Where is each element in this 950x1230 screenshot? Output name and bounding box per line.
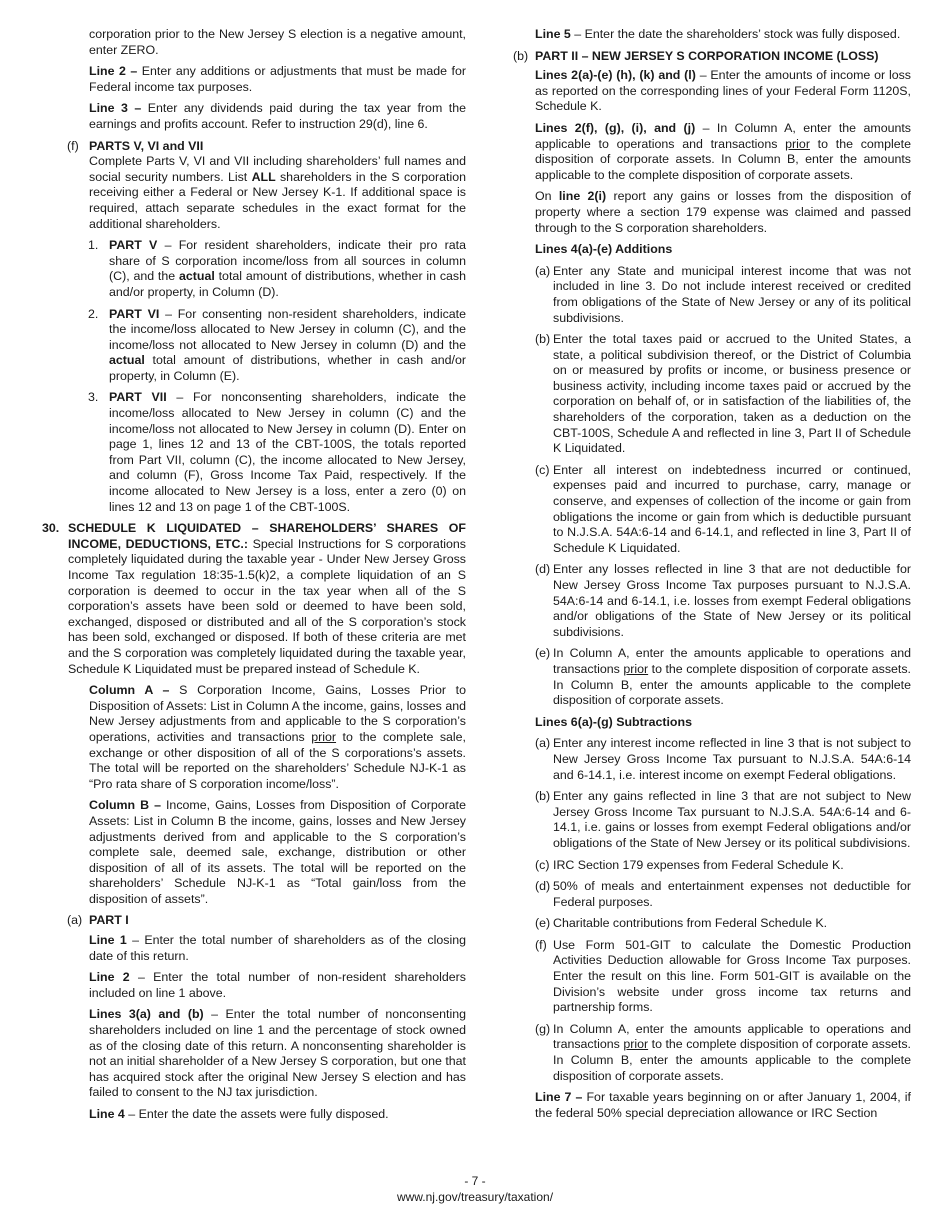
section-30-heading: SCHEDULE K LIQUIDATED – SHAREHOLDERS’ SHARES OF INCOME, DEDUCTIONS, ETC.: xyxy=(68,521,466,551)
section-30-number: 30. xyxy=(42,521,60,536)
left-column xyxy=(34,27,466,1129)
intro-continuation: corporation prior to the New Jersey S election is a negative amount, enter ZERO. xyxy=(89,27,466,57)
right-column xyxy=(506,27,911,1127)
addition-item-c: (c) Enter all interest on indebtedness incurred or continued, expenses paid and incurred to purchase, carry, manage or conserve, and expenses of collection of the income or gain from obligations the income or gain from which is deductible pursuant to N.J.S.A. 54A:6-14 and 6-14.1, and reflected in line 3, Part II of Schedule K Liquidated. xyxy=(535,462,911,555)
page-number: - 7 - xyxy=(464,1174,486,1188)
subtraction-item-a: (a) Enter any interest income reflected in line 3 that is not subject to New Jersey Gross Income Tax pursuant to N.J.S.A. 54A:6-14 and 6-14.1, i.e. interest income on exempt Federal obligations. xyxy=(535,736,911,782)
section-f xyxy=(34,139,466,233)
subtraction-item-e: (e) Charitable contributions from Federal Schedule K. xyxy=(535,916,828,931)
subtractions-heading: Lines 6(a)-(g) Subtractions xyxy=(535,714,692,729)
part-i-section: (a) PART I xyxy=(67,913,129,928)
part-vii-item: 3. PART VII – For nonconsenting shareholders, indicate the income/loss allocated to New Jersey in column (C) and the income/loss not allocated to New Jersey in column (D). Enter on page 1, lines 12 and 13 of the CBT-100S, the totals reported from Part VII, column (C), the income allocated to New Jersey, and column (F), Gross Income Tax Paid, respectively. If the income allocated to New Jersey is a loss, enter a zero (0) on lines 12 and 13 on page 1 of the CBT-100S. xyxy=(88,390,466,514)
part-vi-item: 2. PART VI – For consenting non-resident shareholders, indicate the income/loss allocated to New Jersey in column (C), and the income/loss not allocated to New Jersey in column (D) and the actual total amount of distributions, whether in cash and/or property, in Column (E). xyxy=(88,306,466,383)
section-f-text: Complete Parts V, VI and VII including shareholders’ full names and social security numbers. List ALL shareholders in the S corporation receiving either a Federal or New Jersey K-1. If additional space is required, attach separate schedules in the exact format for the additional shareholders. xyxy=(89,154,467,231)
line-3-paragraph: Line 3 – Enter any dividends paid during the tax year from the earnings and profits account. Refer to instruction 29(d), line 6. xyxy=(89,101,466,131)
column-a-paragraph: Column A – S Corporation Income, Gains, Losses Prior to Disposition of Assets: List in Column A the income, gains, losses and New Jersey adjustments from and applicable to the S corporation’s operations, activities and transactions prior to the complete sale, exchange or other disposition of all of the S corporations’s assets. The total will be reported on the shareholders’ Schedule NJ-K-1 as “Pro rata share of S corporation income/loss”. xyxy=(89,683,466,791)
subtraction-item-b: (b) Enter any gains reflected in line 3 that are not subject to New Jersey Gross Income Tax pursuant to N.J.S.A. 54A:6-14 and 6-14.1, i.e. gains or losses from exempt Federal obligations and/or obligations of the State of New Jersey or its political subdivisions. xyxy=(535,789,911,850)
addition-item-b: (b) Enter the total taxes paid or accrued to the United States, a state, a political subdivision thereof, or the District of Columbia on or measured by profits or income, or business presence or business activity, including income taxes paid or accrued by the corporation on behalf of, or in satisfaction of the liabilities of, the shareholders of the corporation, taken as a deduction on the CBT-100S, Schedule A and reflected in line 3, Part II of Schedule K Liquidated. xyxy=(535,332,911,456)
footer-url[interactable]: www.nj.gov/treasury/taxation/ xyxy=(396,1190,554,1204)
lines-2f-paragraph: Lines 2(f), (g), (i), and (j) – In Column A, enter the amounts applicable to operations and transactions prior to the complete disposition of corporate assets. In Column B, enter the amounts applicable to the complete disposition of corporate assets. xyxy=(535,120,912,182)
subtraction-item-f: (f) Use Form 501-GIT to calculate the Domestic Production Activities Deduction allowable for Gross Income Tax purposes. Enter the result on this line. Form 501-GIT is available on the Division’s website under gross income tax returns and partnership forms. xyxy=(535,937,911,1015)
part-v-item: 1. PART V – For resident shareholders, indicate their pro rata share of S corporation income/loss from all sources in column (C), and the actual total amount of distributions, whether in cash and/or property, in Column (D). xyxy=(88,238,467,299)
subtraction-item-c: (c) IRC Section 179 expenses from Federal Schedule K. xyxy=(535,857,844,872)
addition-item-a: (a) Enter any State and municipal interest income that was not included in line 3. Do not include interest received or credited from obligations of the State of New Jersey or any of its political subdivisions. xyxy=(535,263,911,325)
lines-2a-paragraph: Lines 2(a)-(e) (h), (k) and (l) – Enter the amounts of income or loss as reported on the corresponding lines of your Federal Form 1120S, Schedule K. xyxy=(535,68,912,114)
line-2-paragraph: Line 2 – Enter any additions or adjustments that must be made for Federal income tax purposes. xyxy=(89,64,466,94)
additions-heading: Lines 4(a)-(e) Additions xyxy=(535,242,673,257)
line-5-paragraph: Line 5 – Enter the date the shareholders’ stock was fully disposed. xyxy=(535,27,901,41)
subtraction-item-d: (d) 50% of meals and entertainment expenses not deductible for Federal purposes. xyxy=(535,879,911,909)
part-i-line-2: Line 2 – Enter the total number of non-resident shareholders included on line 1 above. xyxy=(89,970,466,1000)
line-2i-paragraph: On line 2(i) report any gains or losses from the disposition of property where a section 179 expense was claimed and passed through to the S corporation shareholders. xyxy=(535,189,911,235)
part-ii-heading: PART II – NEW JERSEY S CORPORATION INCOME (LOSS) xyxy=(535,48,879,63)
part-i-line-1: Line 1 – Enter the total number of shareholders as of the closing date of this return. xyxy=(89,933,466,963)
line-7-paragraph: Line 7 – For taxable years beginning on or after January 1, 2004, if the federal 50% special depreciation allowance or IRC Section xyxy=(535,1090,911,1120)
addition-item-d: (d) Enter any losses reflected in line 3 that are not deductible for New Jersey Gross Income Tax purposes pursuant to N.J.S.A. 54A:6-14 and 6-14.1, i.e. losses from exempt Federal obligations and/or obligations of the State of New Jersey or its political subdivisions. xyxy=(535,562,911,639)
addition-item-e: (e) In Column A, enter the amounts applicable to operations and transactions prior to the complete disposition of corporate assets. In Column B, enter the amounts applicable to the complete disposition of corporate assets. xyxy=(535,646,912,708)
part-i-heading: PART I xyxy=(89,913,129,928)
subtraction-item-g: (g) In Column A, enter the amounts applicable to operations and transactions prior to the complete disposition of corporate assets. In Column B, enter the amounts applicable to the complete disposition of corporate assets. xyxy=(535,1021,912,1083)
part-ii-section: (b) PART II – NEW JERSEY S CORPORATION INCOME (LOSS) xyxy=(513,48,879,63)
column-b-paragraph: Column B – Income, Gains, Losses from Disposition of Corporate Assets: List in Column B the income, gains, losses and New Jersey adjustments derived from and applicable to the S corporation’s complete sale, deemed sale, exchange, distribution or other disposition of all of its assets. The total will be reported on the shareholders’ Schedule NJ-K-1 as “Total gain/loss from the disposition of assets”. xyxy=(89,798,467,906)
part-i-line-4: Line 4 – Enter the date the assets were fully disposed. xyxy=(89,1107,389,1121)
section-30: 30. SCHEDULE K LIQUIDATED – SHAREHOLDERS’ SHARES OF INCOME, DEDUCTIONS, ETC.: Special Instructions for S corporations completely liquidated during the taxable year - Under New Jersey Gross Income Tax regulation 18:35-1.5(k)2, a complete liquidation of an S corporation is deemed to occur in the tax year when all of the S corporation’s assets have been sold or deemed to have been sold, exchanged, disposed or distributed and all of the S corporation’s stock has been sold, exchanged or disposed. If both of these criteria are met and the S corporation was completely liquidated during the taxable year, Schedule K Liquidated must be prepared instead of Schedule K. xyxy=(42,521,466,676)
section-f-heading: PARTS V, VI and VII xyxy=(89,138,204,153)
section-f-marker: (f) xyxy=(67,138,79,153)
part-i-line-3: Lines 3(a) and (b) – Enter the total number of nonconsenting shareholders included on line 1 and the percentage of stock owned as of the closing date of this return. A nonconsenting shareholder is not an initial shareholder of a New Jersey S corporation, but one that has acquired stock after the original New Jersey S election and has failed to consent to the NJ tax jurisdiction. xyxy=(89,1007,466,1100)
